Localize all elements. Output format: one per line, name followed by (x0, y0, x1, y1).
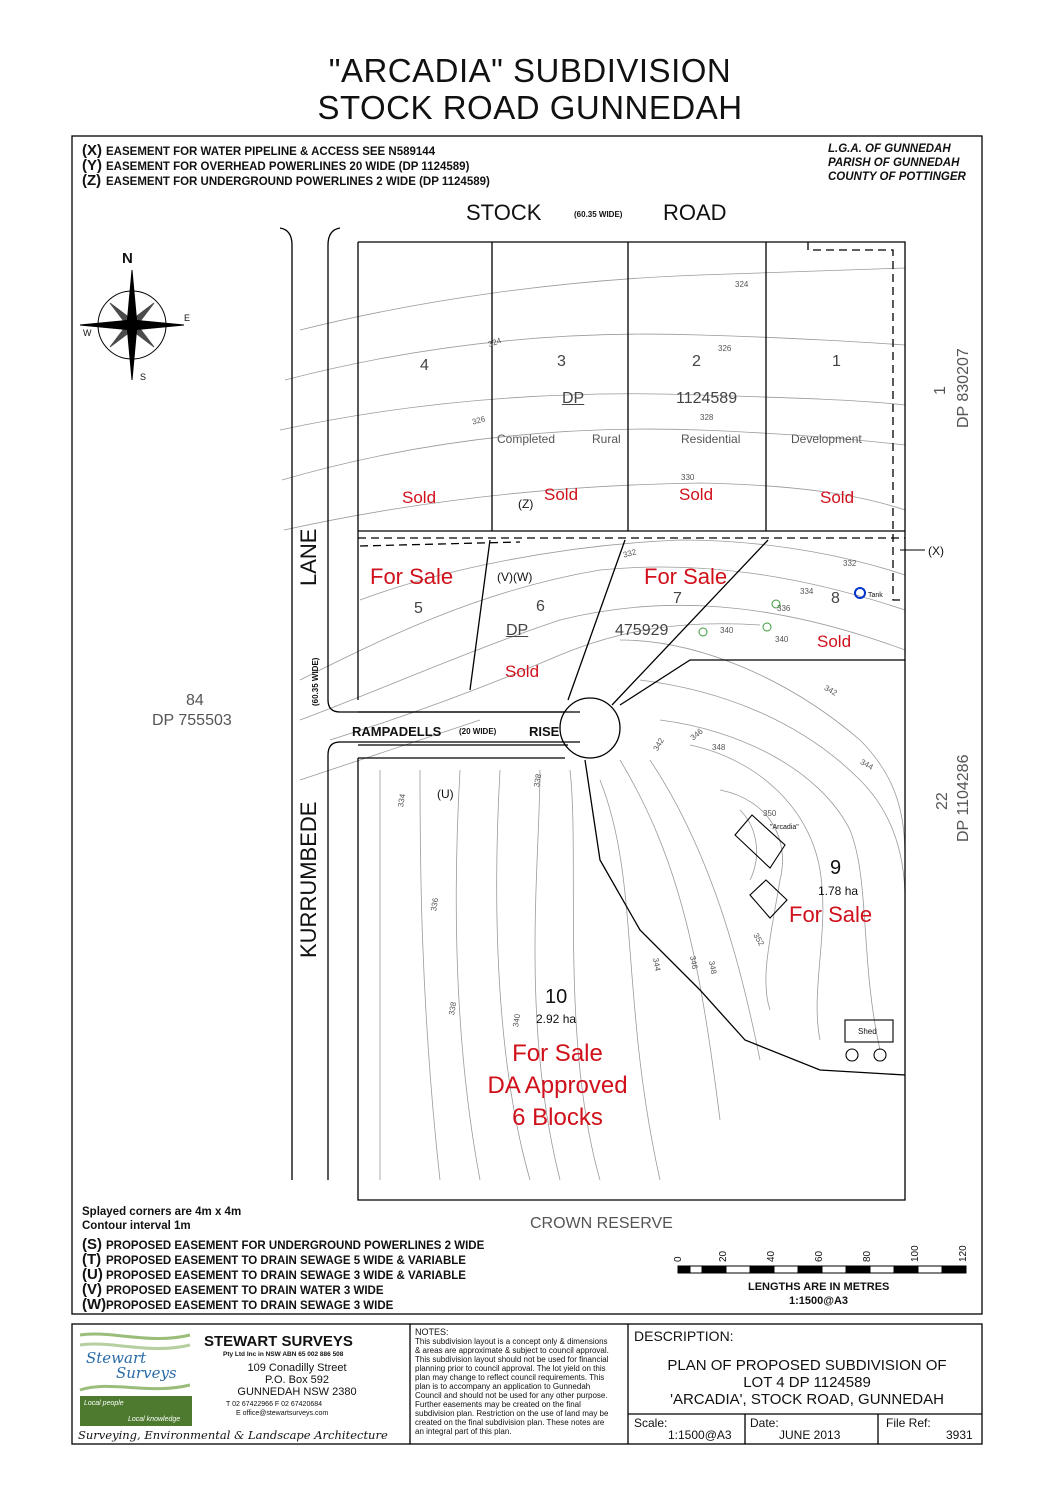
logo-text-surveys: Surveys (116, 1364, 177, 1382)
development-label: Development (791, 432, 862, 446)
tree-icons (699, 600, 780, 636)
dp755503-label: DP 755503 (152, 712, 232, 729)
scale-tick: 100 (910, 1245, 921, 1262)
lot-10-status: For Sale DA Approved 6 Blocks (487, 1040, 628, 1131)
lot-1-status: Sold (820, 488, 855, 507)
lot-2-status: Sold (679, 485, 714, 504)
dp1104286-lot: 22 (934, 792, 951, 810)
scale-bar-ratio: 1:1500@A3 (789, 1295, 849, 1307)
lot-7-status: For Sale (644, 564, 728, 589)
compass-e: E (184, 313, 191, 323)
company-sub: Pty Ltd Inc in NSW ABN 65 002 886 508 (223, 1351, 344, 1358)
file-field-label: File Ref: (886, 1416, 931, 1430)
file-field-value: 3931 (946, 1428, 973, 1442)
notes-block: NOTES: This subdivision layout is a concept only & dimensions & areas are approximate & subject to council approval. This subdivision layout should not be used for financial planning prior to council approval. The lot yield on this plan may change to reflect council requirements. This plan is to accompany an application to Gunnedah Council and should not be used for any other purpose. Further easements may be created on the final subdivision plan. Restriction on the use of land may be created on the final subdivision plan. These notes are an integral part of this plan. (415, 1328, 625, 1436)
easement-y: (Y) EASEMENT FOR OVERHEAD POWERLINES 20 WIDE (DP 1124589) (82, 157, 470, 174)
kurrumbede-label: KURRUMBEDE (296, 801, 321, 958)
easement-u: (U) PROPOSED EASEMENT TO DRAIN SEWAGE 3 WIDE & VARIABLE (82, 1266, 466, 1283)
dp-a-number: 1124589 (676, 390, 738, 407)
contour-label: 342 (651, 736, 666, 753)
contour-label: 328 (700, 413, 714, 422)
easement-legend-top (82, 144, 490, 189)
contour-label: 348 (707, 960, 719, 975)
contour-label: 340 (775, 635, 789, 644)
description-text: PLAN OF PROPOSED SUBDIVISION OF LOT 4 DP 1124589 'ARCADIA', STOCK ROAD, GUNNEDAH (667, 1357, 947, 1408)
dp755503-lot: 84 (186, 692, 204, 709)
easement-s: (S) PROPOSED EASEMENT FOR UNDERGROUND POWERLINES 2 WIDE (82, 1236, 485, 1253)
contour-label: 338 (532, 773, 544, 788)
company-phone: T 02 67422966 F 02 67420684 (226, 1401, 323, 1408)
scale-bar (678, 1266, 966, 1273)
contour-label: 324 (735, 280, 749, 289)
contour-label: 350 (763, 809, 777, 818)
crown-reserve-label: CROWN RESERVE (530, 1215, 673, 1232)
residential-label: Residential (681, 432, 741, 446)
scale-bar-label: LENGTHS ARE IN METRES (748, 1281, 890, 1293)
contour-label: 330 (681, 473, 695, 482)
contour-label: 346 (688, 726, 705, 743)
lot-10-area: 2.92 ha (536, 1012, 577, 1026)
marker-x: (X) (928, 544, 944, 558)
scale-field-value: 1:1500@A3 (668, 1428, 732, 1442)
lot-9-status: For Sale (789, 902, 873, 927)
dp830207-lot: 1 (932, 386, 949, 395)
dp-b-label: DP (506, 622, 529, 639)
lot-6-number: 6 (536, 598, 545, 615)
contour-label: 332 (622, 547, 638, 560)
lot-7-number: 7 (673, 590, 682, 607)
tank-label: Tank (868, 592, 883, 599)
easement-t: (T) PROPOSED EASEMENT TO DRAIN SEWAGE 5 WIDE & VARIABLE (82, 1251, 466, 1268)
scale-field-label: Scale: (634, 1416, 668, 1430)
company-email: E office@stewartsurveys.com (236, 1410, 329, 1417)
compass-rose-icon (80, 270, 184, 380)
easement-dashes (358, 242, 905, 600)
contour-label: 334 (396, 793, 408, 808)
company-name: STEWART SURVEYS (204, 1333, 353, 1350)
lot-1-number: 1 (832, 353, 841, 370)
scale-tick: 80 (862, 1250, 873, 1262)
contour-label: 334 (800, 587, 814, 596)
lane-label: LANE (296, 528, 321, 586)
dp1104286-label: DP 1104286 (955, 754, 972, 842)
logo-text-local-people: Local people (84, 1400, 124, 1407)
marker-vw: (V)(W) (497, 570, 533, 584)
company-tagline: Surveying, Environmental & Landscape Architecture (78, 1428, 388, 1442)
dp830207-label: DP 830207 (955, 348, 972, 428)
contour-label: 344 (651, 957, 663, 972)
contour-label: 340 (720, 626, 734, 635)
logo-text-stewart: Stewart (86, 1349, 147, 1367)
easement-w: (W)PROPOSED EASEMENT TO DRAIN SEWAGE 3 WIDE (82, 1296, 394, 1313)
stock-road-width: (60.35 WIDE) (574, 210, 623, 219)
lot-8-status: Sold (817, 632, 852, 651)
contour-label: 344 (858, 757, 875, 772)
lot-4-status: Sold (402, 488, 437, 507)
contour-label: 332 (843, 559, 857, 568)
title-line-2: STOCK ROAD GUNNEDAH (317, 89, 743, 126)
lot-3-number: 3 (557, 353, 566, 370)
rampadells-width: (20 WIDE) (459, 727, 497, 736)
dp-b-number: 475929 (615, 622, 669, 639)
easement-x: (X) EASEMENT FOR WATER PIPELINE & ACCESS SEE N589144 (82, 142, 436, 159)
lot-10-number: 10 (545, 986, 568, 1008)
scale-tick: 40 (766, 1250, 777, 1262)
rural-label: Rural (592, 432, 621, 446)
date-field-label: Date: (750, 1416, 779, 1430)
dp-a-label: DP (562, 390, 585, 407)
contour-label: 326 (471, 414, 487, 427)
contour-label: 326 (718, 344, 732, 353)
stock-road-label: STOCK (466, 200, 542, 225)
contour-label: 336 (777, 604, 791, 613)
contour-label: 324 (486, 335, 503, 350)
lot-4-number: 4 (420, 357, 429, 374)
compass-w: W (83, 328, 92, 338)
marker-z: (Z) (518, 497, 534, 511)
description-heading: DESCRIPTION: (634, 1328, 734, 1344)
contour-label: 340 (511, 1013, 523, 1028)
easement-v: (V) PROPOSED EASEMENT TO DRAIN WATER 3 WIDE (82, 1281, 384, 1298)
scale-tick: 120 (958, 1245, 969, 1262)
easement-legend-bottom (82, 1238, 484, 1313)
scale-tick: 0 (673, 1256, 684, 1262)
easement-z: (Z) EASEMENT FOR UNDERGROUND POWERLINES 2 WIDE (DP 1124589) (82, 172, 490, 189)
lot-2-number: 2 (692, 353, 701, 370)
lga-block: L.G.A. OF GUNNEDAH PARISH OF GUNNEDAH COUNTY OF POTTINGER (828, 143, 966, 183)
lot-6-status: Sold (505, 662, 540, 681)
lane-width-label: (60.35 WIDE) (311, 657, 320, 706)
contour-label: 352 (751, 931, 766, 948)
compass-s: S (140, 372, 147, 382)
completed-label: Completed (497, 432, 556, 446)
contour-label: 348 (712, 743, 726, 752)
lot-9-number: 9 (830, 857, 842, 879)
notes-heading: NOTES: (415, 1327, 449, 1337)
scale-tick: 60 (814, 1250, 825, 1262)
marker-u: (U) (437, 787, 454, 801)
contour-label: 336 (429, 897, 441, 912)
compass-n: N (122, 250, 133, 267)
lot-9-area: 1.78 ha (818, 884, 859, 898)
road-label: ROAD (663, 200, 727, 225)
contour-label: 338 (447, 1001, 459, 1016)
lot-8-number: 8 (831, 590, 840, 607)
rampadells-label: RAMPADELLS (352, 724, 442, 739)
logo-text-local-knowledge: Local knowledge (128, 1416, 181, 1423)
title-line-1: "ARCADIA" SUBDIVISION (328, 52, 732, 89)
company-address: 109 Conadilly Street P.O. Box 592 GUNNEDAH NSW 2380 (237, 1362, 357, 1398)
rise-label: RISE (529, 724, 560, 739)
lot-5-status: For Sale (370, 564, 454, 589)
shed-label: Shed (858, 1027, 877, 1036)
contour-label: 346 (688, 955, 700, 970)
lot-3-status: Sold (544, 485, 579, 504)
arcadia-house-label: "Arcadia" (770, 824, 799, 831)
plan-notes-left: Splayed corners are 4m x 4m Contour interval 1m (82, 1206, 242, 1232)
lot-5-number: 5 (414, 600, 423, 617)
date-field-value: JUNE 2013 (779, 1428, 841, 1442)
contour-label: 342 (822, 683, 839, 698)
scale-tick: 20 (718, 1250, 729, 1262)
